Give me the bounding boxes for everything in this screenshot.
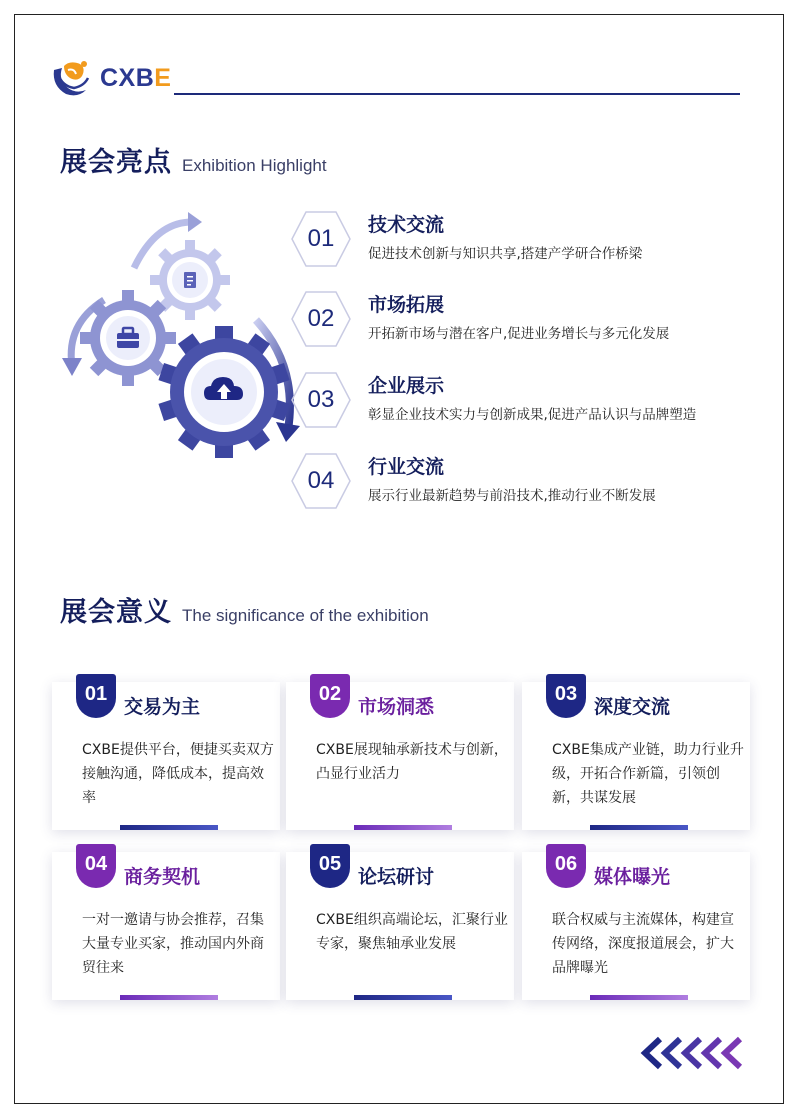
highlight-number: 04 [307,467,335,494]
highlight-item [290,452,770,522]
document-icon [184,272,196,288]
card-number-badge: 04 [76,844,116,888]
significance-title-zh: 展会意义 [60,597,172,628]
highlights-heading [60,140,327,179]
card-title: 交易为主 [124,696,201,718]
card-desc: CXBE组织高端论坛，汇聚行业专家，聚焦轴承业发展 [316,912,508,952]
highlight-number: 01 [307,225,335,252]
logo [48,56,171,100]
card-title: 商务契机 [124,866,201,888]
arc-arrowhead-left [62,358,82,376]
highlight-title: 市场拓展 [368,294,445,316]
gears-illustration [60,208,300,458]
card-title: 深度交流 [594,696,671,718]
highlight-title: 技术交流 [368,214,445,236]
highlight-desc: 促进技术创新与知识共享,搭建产学研合作桥梁 [368,246,643,262]
highlight-desc: 展示行业最新趋势与前沿技术,推动行业不断发展 [368,488,656,504]
card-number-badge: 01 [76,674,116,718]
chevrons-left-icon [640,1036,750,1070]
highlight-item [290,290,770,360]
significance-card [522,682,750,830]
card-accent-bar [354,995,452,1000]
card-desc: 联合权威与主流媒体，构建宣传网络，深度报道展会，扩大品牌曝光 [552,912,734,976]
card-accent-bar [590,995,688,1000]
highlight-item [290,210,770,280]
highlight-title: 行业交流 [368,456,445,478]
significance-card [286,852,514,1000]
highlight-desc: 开拓新市场与潜在客户,促进业务增长与多元化发展 [368,326,670,342]
significance-card [52,682,280,830]
card-accent-bar [120,825,218,830]
card-number-badge: 02 [310,674,350,718]
highlights-title-zh: 展会亮点 [60,147,172,178]
card-number-badge: 03 [546,674,586,718]
highlights-title-en: Exhibition Highlight [182,156,327,175]
card-desc: CXBE展现轴承新技术与创新，凸显行业活力 [316,742,508,782]
card-desc: 一对一邀请与协会推荐，召集大量专业买家，推动国内外商贸往来 [82,912,264,976]
logo-text: CXBE [100,63,172,92]
card-title: 论坛研讨 [358,866,435,888]
card-number-badge: 05 [310,844,350,888]
highlight-number: 03 [307,386,335,413]
card-accent-bar [590,825,688,830]
card-desc: CXBE集成产业链，助力行业升级，开拓合作新篇，引领创新，共谋发展 [552,742,744,806]
card-desc: CXBE提供平台，便捷买卖双方接触沟通，降低成本，提高效率 [82,742,274,806]
significance-title-en: The significance of the exhibition [182,606,429,625]
gear-main [158,326,289,458]
card-title: 媒体曝光 [594,866,671,888]
card-number-badge: 06 [546,844,586,888]
card-accent-bar [120,995,218,1000]
significance-card [522,852,750,1000]
highlight-number: 02 [307,305,335,332]
significance-card [286,682,514,830]
significance-card [52,852,280,1000]
header-rule [174,93,740,95]
arc-arrowhead-top [188,212,202,232]
highlight-title: 企业展示 [368,375,445,397]
highlight-item [290,371,770,441]
card-title: 市场洞悉 [358,696,435,718]
significance-heading [60,590,429,629]
globe-swirl-logo-icon [48,56,94,100]
card-accent-bar [354,825,452,830]
highlight-desc: 彰显企业技术实力与创新成果,促进产品认识与品牌塑造 [368,407,697,423]
